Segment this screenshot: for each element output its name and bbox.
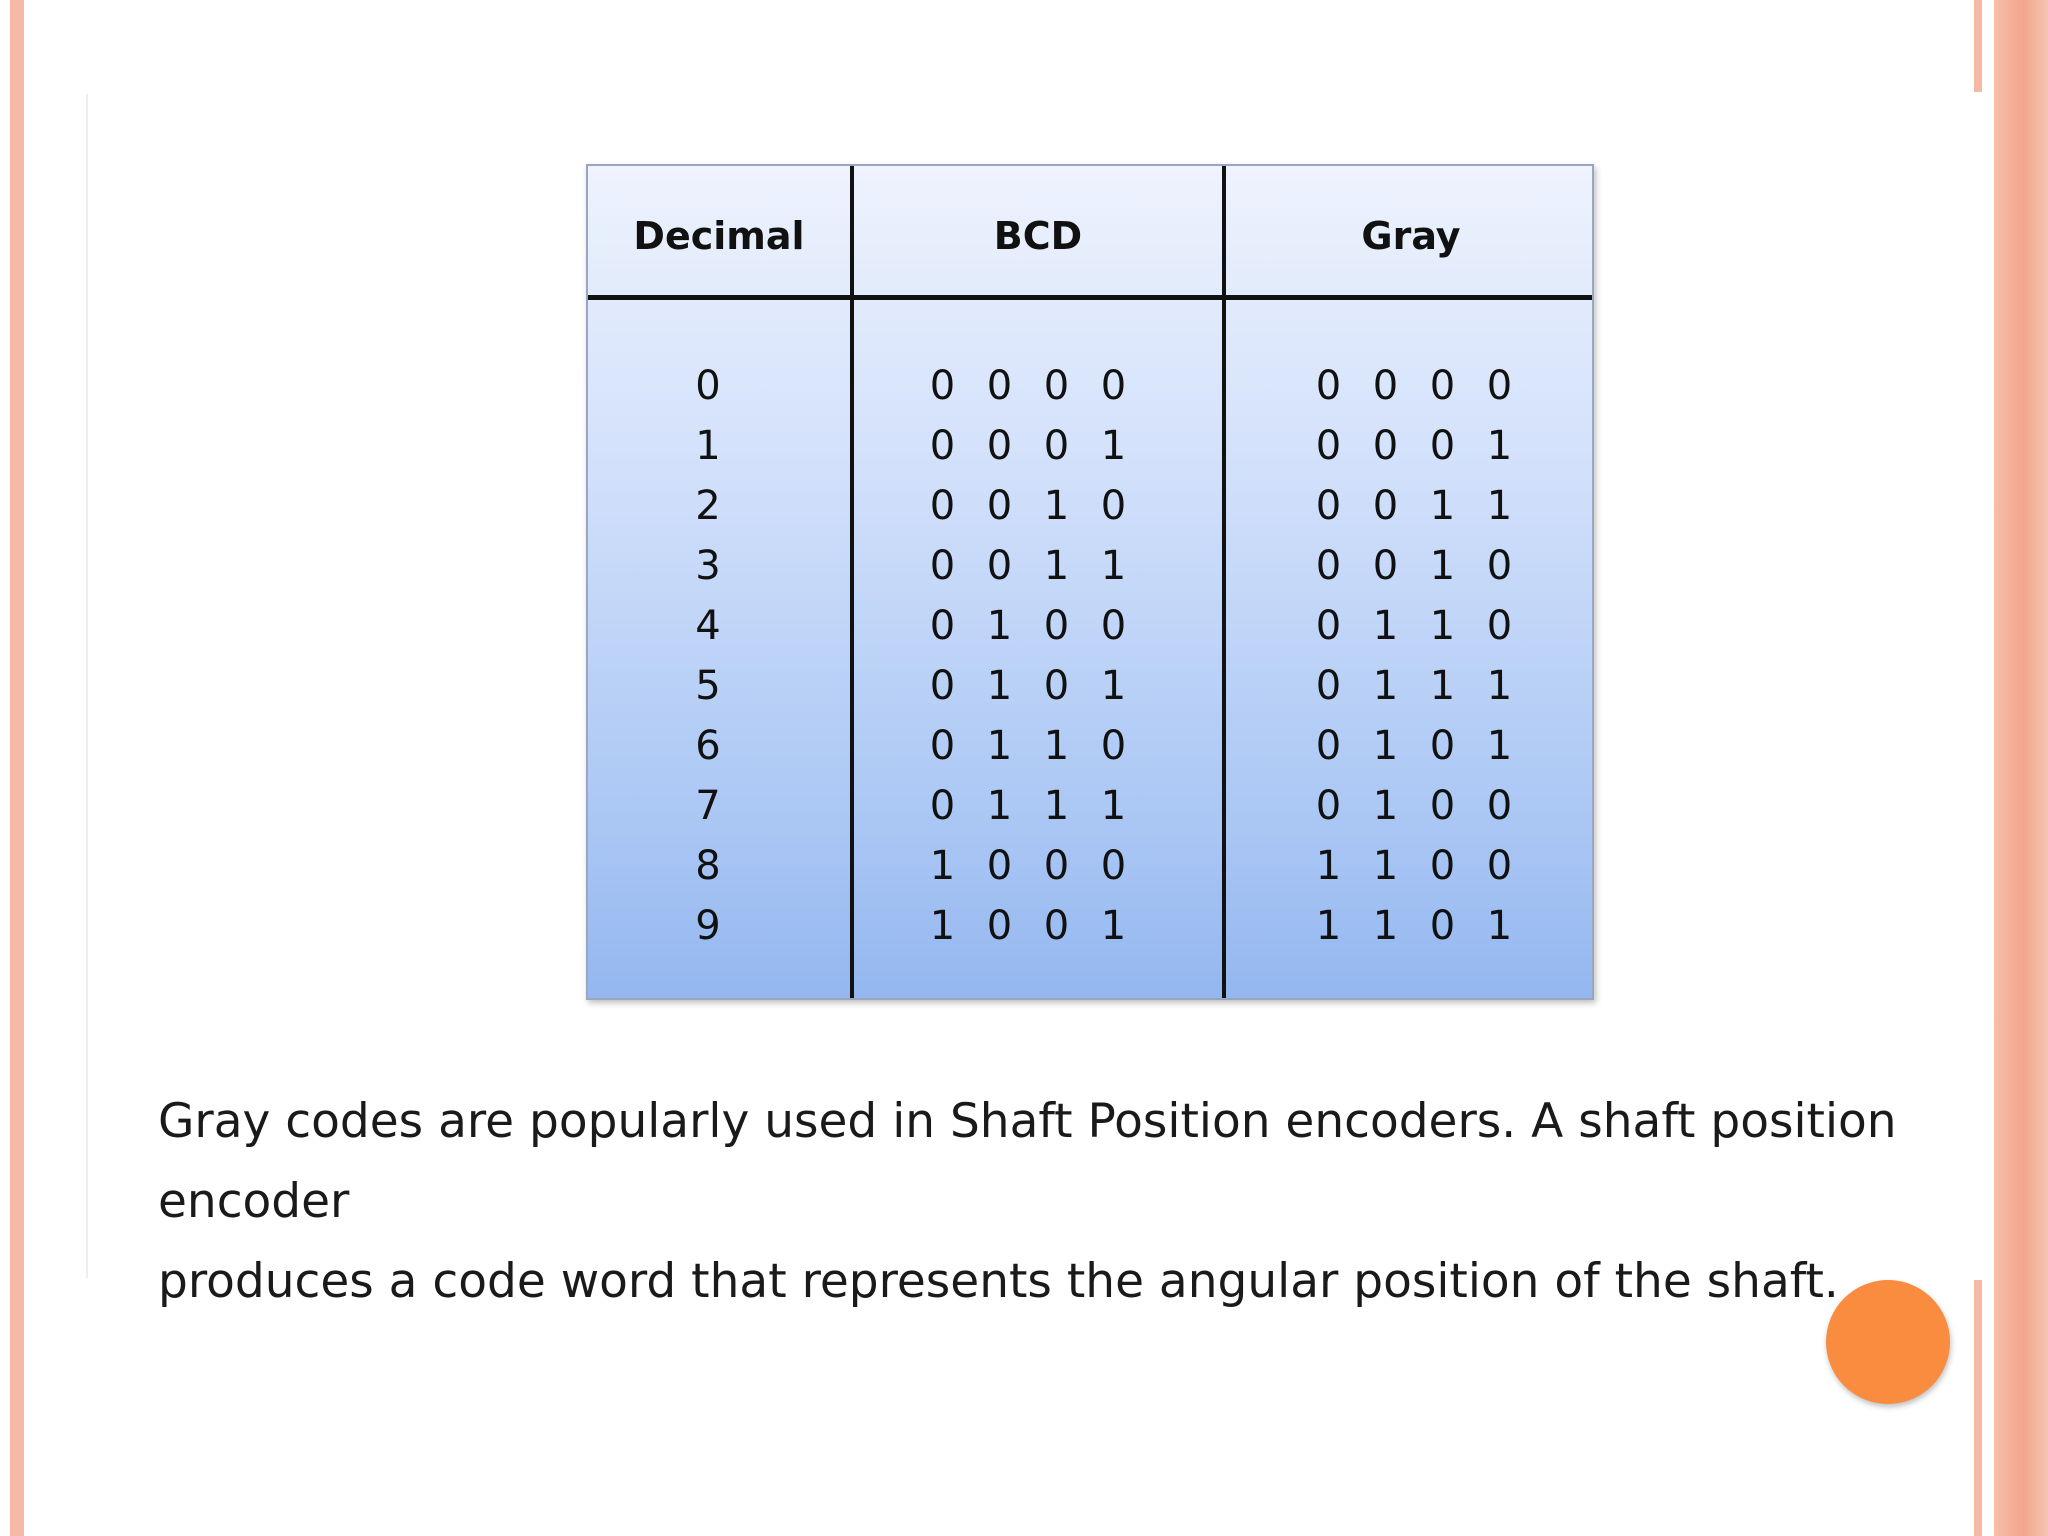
bcd-bit: 0 xyxy=(1100,483,1127,529)
gray-bit: 1 xyxy=(1486,423,1513,469)
gray-bit: 1 xyxy=(1372,663,1399,709)
header-gray: Gray xyxy=(1361,214,1461,258)
bcd-bit: 0 xyxy=(986,483,1013,529)
gray-bit: 0 xyxy=(1315,723,1342,769)
bcd-bit: 0 xyxy=(929,663,956,709)
gray-cell xyxy=(1274,722,1554,782)
gray-bit: 0 xyxy=(1315,663,1342,709)
gray-bit: 0 xyxy=(1486,843,1513,889)
bcd-column xyxy=(888,362,1168,962)
gray-cell xyxy=(1274,662,1554,722)
right-thin-stripe-bottom xyxy=(1974,1280,1982,1536)
decimal-cell: 6 xyxy=(695,723,721,769)
bcd-bit: 0 xyxy=(929,543,956,589)
gray-cell xyxy=(1274,842,1554,902)
right-wide-stripe xyxy=(1994,0,2048,1536)
decimal-cell: 7 xyxy=(695,783,721,829)
gray-bit: 1 xyxy=(1486,903,1513,949)
bcd-bit: 0 xyxy=(1100,603,1127,649)
bcd-bit: 1 xyxy=(1043,543,1070,589)
bcd-bit: 1 xyxy=(1100,903,1127,949)
gray-bit: 0 xyxy=(1486,783,1513,829)
gray-bit: 1 xyxy=(1486,663,1513,709)
gray-bit: 1 xyxy=(1372,903,1399,949)
decimal-cell: 2 xyxy=(695,483,721,529)
decimal-cell: 4 xyxy=(695,603,721,649)
left-accent-border xyxy=(10,0,24,1536)
gray-cell xyxy=(1274,482,1554,542)
bcd-cell xyxy=(888,422,1168,482)
caption-text xyxy=(158,1082,1918,1322)
bcd-bit: 0 xyxy=(1100,843,1127,889)
gray-bit: 0 xyxy=(1372,543,1399,589)
gray-bit: 0 xyxy=(1315,363,1342,409)
bcd-bit: 0 xyxy=(1043,423,1070,469)
bcd-cell xyxy=(888,782,1168,842)
bcd-bit: 1 xyxy=(1100,663,1127,709)
bcd-cell xyxy=(888,662,1168,722)
bcd-bit: 0 xyxy=(929,423,956,469)
bcd-bit: 0 xyxy=(929,363,956,409)
bcd-bit: 0 xyxy=(929,483,956,529)
bcd-cell xyxy=(888,842,1168,902)
gray-cell xyxy=(1274,542,1554,602)
decimal-cell: 8 xyxy=(695,843,721,889)
column-divider xyxy=(1222,166,1226,998)
bcd-bit: 1 xyxy=(929,843,956,889)
header-decimal: Decimal xyxy=(633,214,805,258)
gray-bit: 0 xyxy=(1315,603,1342,649)
gray-bit: 0 xyxy=(1372,423,1399,469)
gray-bit: 1 xyxy=(1486,483,1513,529)
caption-line-1: Gray codes are popularly used in Shaft Position encoders. A shaft position encoder xyxy=(158,1094,1897,1229)
gray-bit: 0 xyxy=(1486,543,1513,589)
gray-bit: 0 xyxy=(1486,363,1513,409)
gray-bit: 0 xyxy=(1315,543,1342,589)
gray-bit: 1 xyxy=(1372,603,1399,649)
gray-bit: 0 xyxy=(1372,483,1399,529)
bcd-bit: 0 xyxy=(1043,903,1070,949)
bcd-bit: 0 xyxy=(1100,363,1127,409)
bcd-bit: 0 xyxy=(986,543,1013,589)
bcd-cell xyxy=(888,902,1168,962)
gray-bit: 1 xyxy=(1429,603,1456,649)
gray-cell xyxy=(1274,602,1554,662)
gray-bit: 0 xyxy=(1429,423,1456,469)
bcd-cell xyxy=(888,542,1168,602)
orange-circle-decoration xyxy=(1826,1280,1950,1404)
gray-cell xyxy=(1274,422,1554,482)
bcd-bit: 0 xyxy=(986,363,1013,409)
bcd-bit: 1 xyxy=(1043,783,1070,829)
gray-bit: 0 xyxy=(1315,483,1342,529)
bcd-bit: 0 xyxy=(986,903,1013,949)
caption-line-2: produces a code word that represents the angular position of the shaft. xyxy=(158,1254,1839,1309)
decimal-cell: 1 xyxy=(695,423,721,469)
bcd-bit: 1 xyxy=(986,783,1013,829)
decimal-column xyxy=(588,362,828,962)
gray-bit: 0 xyxy=(1315,783,1342,829)
bcd-bit: 0 xyxy=(1043,363,1070,409)
gray-bit: 0 xyxy=(1429,903,1456,949)
bcd-bit: 1 xyxy=(1100,783,1127,829)
header-rule xyxy=(588,295,1592,300)
bcd-bit: 1 xyxy=(986,603,1013,649)
bcd-bit: 0 xyxy=(929,603,956,649)
bcd-bit: 1 xyxy=(929,903,956,949)
header-bcd: BCD xyxy=(993,214,1083,258)
gray-bit: 0 xyxy=(1429,783,1456,829)
bcd-bit: 1 xyxy=(1043,483,1070,529)
bcd-cell xyxy=(888,602,1168,662)
bcd-bit: 0 xyxy=(1043,603,1070,649)
right-decoration xyxy=(1968,0,2048,1536)
bcd-cell xyxy=(888,722,1168,782)
bcd-bit: 1 xyxy=(1100,543,1127,589)
bcd-cell xyxy=(888,362,1168,422)
decimal-cell: 3 xyxy=(695,543,721,589)
gray-bit: 1 xyxy=(1486,723,1513,769)
gray-bit: 1 xyxy=(1429,543,1456,589)
bcd-bit: 0 xyxy=(986,843,1013,889)
gray-bit: 1 xyxy=(1372,843,1399,889)
gray-bit: 1 xyxy=(1315,903,1342,949)
decimal-cell: 5 xyxy=(695,663,721,709)
bcd-bit: 0 xyxy=(1100,723,1127,769)
decimal-cell: 9 xyxy=(695,903,721,949)
gray-bit: 0 xyxy=(1429,363,1456,409)
bcd-bit: 1 xyxy=(1100,423,1127,469)
gray-bit: 1 xyxy=(1429,663,1456,709)
bcd-bit: 1 xyxy=(986,723,1013,769)
gray-bit: 1 xyxy=(1372,723,1399,769)
gray-bit: 1 xyxy=(1372,783,1399,829)
bcd-bit: 0 xyxy=(986,423,1013,469)
gray-bit: 0 xyxy=(1315,423,1342,469)
gray-cell xyxy=(1274,782,1554,842)
bcd-cell xyxy=(888,482,1168,542)
gray-code-table xyxy=(586,164,1594,1000)
right-thin-stripe-top xyxy=(1974,0,1982,92)
bcd-bit: 0 xyxy=(1043,663,1070,709)
gray-bit: 1 xyxy=(1315,843,1342,889)
bcd-bit: 1 xyxy=(1043,723,1070,769)
bcd-bit: 0 xyxy=(1043,843,1070,889)
gray-bit: 0 xyxy=(1372,363,1399,409)
gray-bit: 0 xyxy=(1429,843,1456,889)
bcd-bit: 1 xyxy=(986,663,1013,709)
gray-cell xyxy=(1274,902,1554,962)
bcd-bit: 0 xyxy=(929,723,956,769)
gray-bit: 0 xyxy=(1429,723,1456,769)
bcd-bit: 0 xyxy=(929,783,956,829)
decimal-cell: 0 xyxy=(695,363,721,409)
gray-bit: 0 xyxy=(1486,603,1513,649)
column-divider xyxy=(850,166,854,998)
gray-cell xyxy=(1274,362,1554,422)
gray-column xyxy=(1274,362,1554,962)
gray-bit: 1 xyxy=(1429,483,1456,529)
